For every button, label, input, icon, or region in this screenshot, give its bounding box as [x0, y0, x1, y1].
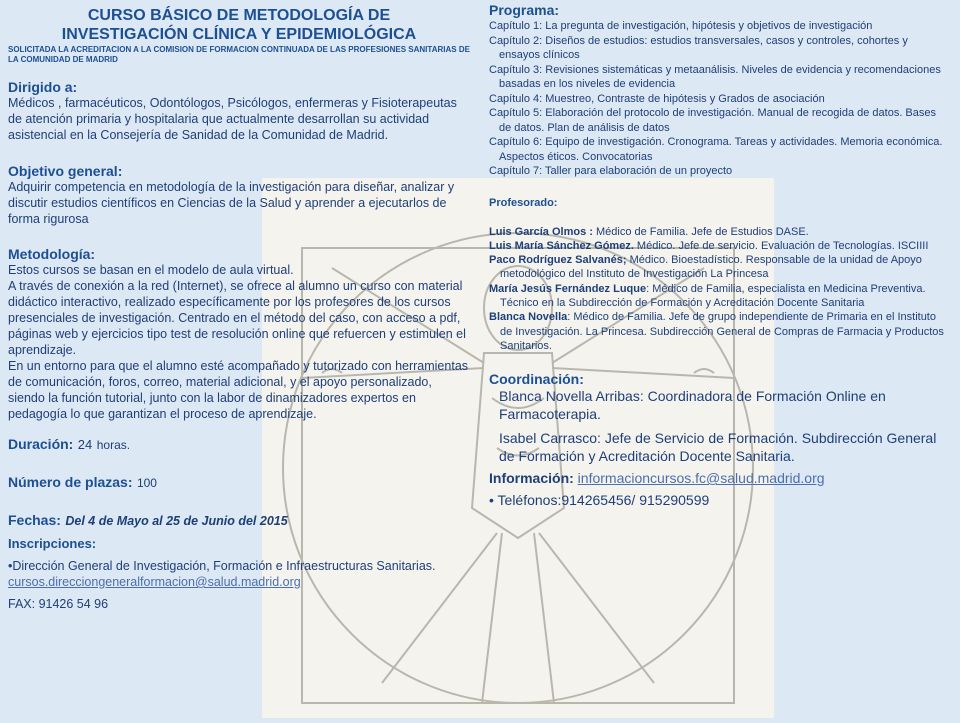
profesor-name: Paco Rodríguez Salvanés; — [489, 254, 627, 267]
metodologia-heading: Metodología: — [8, 246, 96, 262]
objetivo-heading: Objetivo general: — [8, 163, 123, 179]
left-column — [8, 0, 470, 612]
duracion-unit: horas. — [96, 438, 131, 452]
course-title — [8, 6, 470, 44]
profesorado-list — [489, 225, 951, 354]
metodologia-p2: A través de conexión a la red (Internet), se ofrece al alumno un curso con material didáctico interactivo, realizado específicamente por los profesores de los cursos presenciales de investigación. Centrado en el método del caso, con acceso a pdf, páginas web y ejercicios tipo test de resolución online que refuercen y estimulen el aprendizaje. — [8, 279, 466, 357]
programa-item: Capítulo 7: Taller para elaboración de un proyecto — [489, 165, 733, 177]
telefonos-line: • Teléfonos:914265456/ 915290599 — [489, 492, 710, 509]
coordinador-item: Isabel Carrasco: Jefe de Servicio de Formación. Subdirección General de Formación y Acreditación Docente Sanitaria. — [499, 430, 937, 465]
fechas-section — [8, 512, 470, 530]
programa-item: Capítulo 4: Muestreo, Contraste de hipótesis y Grados de asociación — [489, 92, 825, 105]
fechas-value: Del 4 de Mayo al 25 de Junio del 2015 — [65, 514, 288, 528]
inscripciones-body: •Dirección General de Investigación, Formación e Infraestructuras Sanitarias. — [8, 559, 436, 573]
profesor-desc: Médico. Bioestadístico. Responsable de la unidad de Apoyo metodológico del Instituto de Investigación La Princesa — [500, 254, 922, 281]
programa-list — [489, 19, 951, 179]
profesor-item — [489, 225, 951, 239]
informacion-line — [489, 469, 951, 487]
course-title-line1: CURSO BÁSICO DE METODOLOGÍA DE — [87, 7, 391, 24]
profesorado-heading: Profesorado: — [489, 196, 558, 209]
programa-item: Capítulo 2: Diseños de estudios: estudios transversales, casos y controles, cohortes y ensayos clínicos — [489, 34, 908, 61]
coordinador-item: Blanca Novella Arribas: Coordinadora de Formación Online en Farmacoterapia. — [499, 388, 886, 423]
plazas-label: Número de plazas: — [8, 474, 133, 490]
programa-item: Capítulo 5: Elaboración del protocolo de investigación. Manual de recogida de datos. Bases de datos. Plan de análisis de datos — [489, 107, 937, 134]
accreditation-note: SOLICITADA LA ACREDITACION A LA COMISION DE FORMACION CONTINUADA DE LAS PROFESIONES SANITARIAS DE LA COMUNIDAD DE MADRID — [8, 45, 470, 64]
dirigido-section — [8, 79, 470, 143]
objetivo-section — [8, 163, 470, 227]
profesor-name: Luis García Olmos : — [489, 225, 593, 238]
profesor-desc: Médico de Familia. Jefe de Estudios DASE. — [592, 225, 809, 238]
programa-heading: Programa: — [489, 2, 560, 18]
programa-item: Capítulo 3: Revisiones sistemáticas y metaanálisis. Niveles de evidencia y recomendaciones basadas en los niveles de evidencia — [489, 63, 941, 90]
duracion-section — [8, 436, 470, 454]
dirigido-heading: Dirigido a: — [8, 79, 78, 95]
profesor-desc: Médico. Jefe de servicio. Evaluación de Tecnologías. ISCIIII — [633, 239, 929, 252]
dirigido-text: Médicos , farmacéuticos, Odontólogos, Psicólogos, enfermeras y Fisioterapeutas de atención primaria y hospitalaria que actualmente desarrollan su actividad asistencial en la Consejería de Sanidad de la Comunidad de Madrid. — [8, 96, 457, 142]
profesor-item — [489, 310, 951, 353]
inscripciones-section — [8, 536, 470, 612]
profesor-item — [489, 239, 951, 253]
informacion-email-link[interactable]: informacioncursos.fc@salud.madrid.org — [577, 470, 825, 487]
duracion-label: Duración: — [8, 436, 74, 452]
objetivo-text: Adquirir competencia en metodología de la investigación para diseñar, analizar y discutir estudios científicos en Ciencias de la Salud y aprender a ejecutarlos de forma rigurosa — [8, 180, 455, 226]
plazas-section — [8, 474, 470, 492]
profesor-name: Luis María Sánchez Gómez. — [489, 239, 634, 252]
profesor-item — [489, 282, 951, 311]
profesor-name: Blanca Novella — [489, 311, 568, 324]
programa-item: Capítulo 1: La pregunta de investigación, hipótesis y objetivos de investigación — [489, 20, 873, 32]
informacion-label: Información: — [489, 470, 574, 487]
coordinacion-heading: Coordinación: — [489, 371, 584, 388]
metodologia-p1: Estos cursos se basan en el modelo de aula virtual. — [8, 263, 294, 277]
course-title-line2: INVESTIGACIÓN CLÍNICA Y EPIDEMIOLÓGICA — [61, 26, 417, 43]
inscripciones-email-link[interactable]: cursos.direcciongeneralformacion@salud.madrid.org — [8, 575, 301, 589]
metodologia-section — [8, 246, 470, 422]
inscripciones-text — [8, 558, 470, 590]
profesor-name: María Jesús Fernández Luque — [489, 282, 647, 295]
inscripciones-heading: Inscripciones: — [8, 536, 97, 551]
programa-item: Capítulo 6: Equipo de investigación. Cronograma. Tareas y actividades. Memoria económica. Aspectos éticos. Convocatorias — [489, 136, 943, 163]
metodologia-p3: En un entorno para que el alumno esté acompañado y tutorizado con herramientas de comunicación, foros, correo, material adicional, y el apoyo personalizado, siendo la función tutorial, junto con la labor de dinamizadores expertos en pedagogía lo que garantizan el proceso de aprendizaje. — [8, 359, 469, 421]
plazas-value: 100 — [136, 476, 157, 490]
right-column — [489, 0, 951, 509]
fax-number: FAX: 91426 54 96 — [8, 597, 109, 611]
profesor-desc: : Médico de Familia. Jefe de grupo independiente de Primaria en el Instituto de Investigación. La Princesa. Subdirección General de Compras de Farmacia y Productos Sanitarios. — [500, 311, 944, 352]
fechas-label: Fechas: — [8, 512, 61, 528]
profesor-item — [489, 253, 951, 282]
duracion-number: 24 — [77, 437, 93, 452]
profesor-desc: : Médico de Familia, especialista en Medicina Preventiva. Técnico en la Subdirección de Formación y Acreditación Docente Sanitaria — [500, 282, 926, 309]
